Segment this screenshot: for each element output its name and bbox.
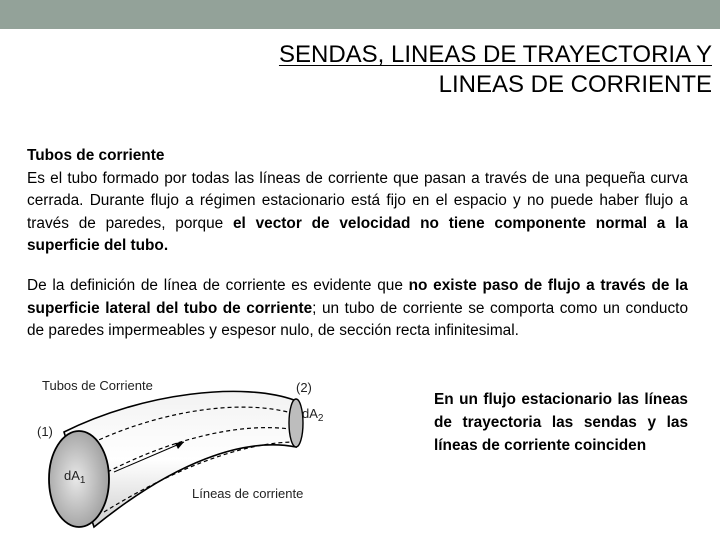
label-section-1: (1): [37, 424, 53, 439]
title-line-1: SENDAS, LINEAS DE TRAYECTORIA Y: [278, 41, 712, 68]
stream-tube-drawing: [34, 372, 334, 532]
label-area-1: $dA_1$: [64, 468, 86, 486]
top-accent-bar: [0, 0, 720, 29]
paragraph-bold-text: no existe paso de flujo a través de la superficie lateral del tubo de corriente: [27, 277, 688, 317]
paragraph-text-end: ; un tubo de corriente se comporta como un conducto de paredes impermeables y espesor nulo, de sección recta infinitesimal.: [27, 299, 688, 340]
outlet-section: [289, 399, 303, 447]
paragraph-tubes-definition: [27, 145, 688, 258]
paragraph-heading: Tubos de corriente: [27, 147, 165, 164]
slide-title: [100, 40, 712, 100]
label-section-2: (2): [296, 380, 312, 395]
figure-title: Tubos de Corriente: [42, 378, 153, 393]
label-streamlines: Líneas de corriente: [192, 486, 304, 501]
paragraph-streamline-consequence: [27, 275, 688, 343]
stream-tube-figure: [34, 372, 334, 532]
title-line-2: LINEAS DE CORRIENTE: [438, 71, 712, 98]
paragraph-text: Es el tubo formado por todas las líneas de corriente que pasan a través de una pequeña curva cerrada. Durante flujo a régimen estacionario está fijo en el espacio y no puede haber flujo a través de paredes, porque: [27, 169, 688, 232]
label-area-2: $dA_2$: [302, 406, 324, 424]
paragraph-text-start: De la definición de línea de corriente es evidente que: [27, 277, 409, 294]
side-note: En un flujo estacionario las líneas de trayectoria las sendas y las líneas de corriente coinciden: [434, 391, 688, 454]
paragraph-bold-text: el vector de velocidad no tiene componente normal a la superficie del tubo.: [27, 214, 688, 255]
